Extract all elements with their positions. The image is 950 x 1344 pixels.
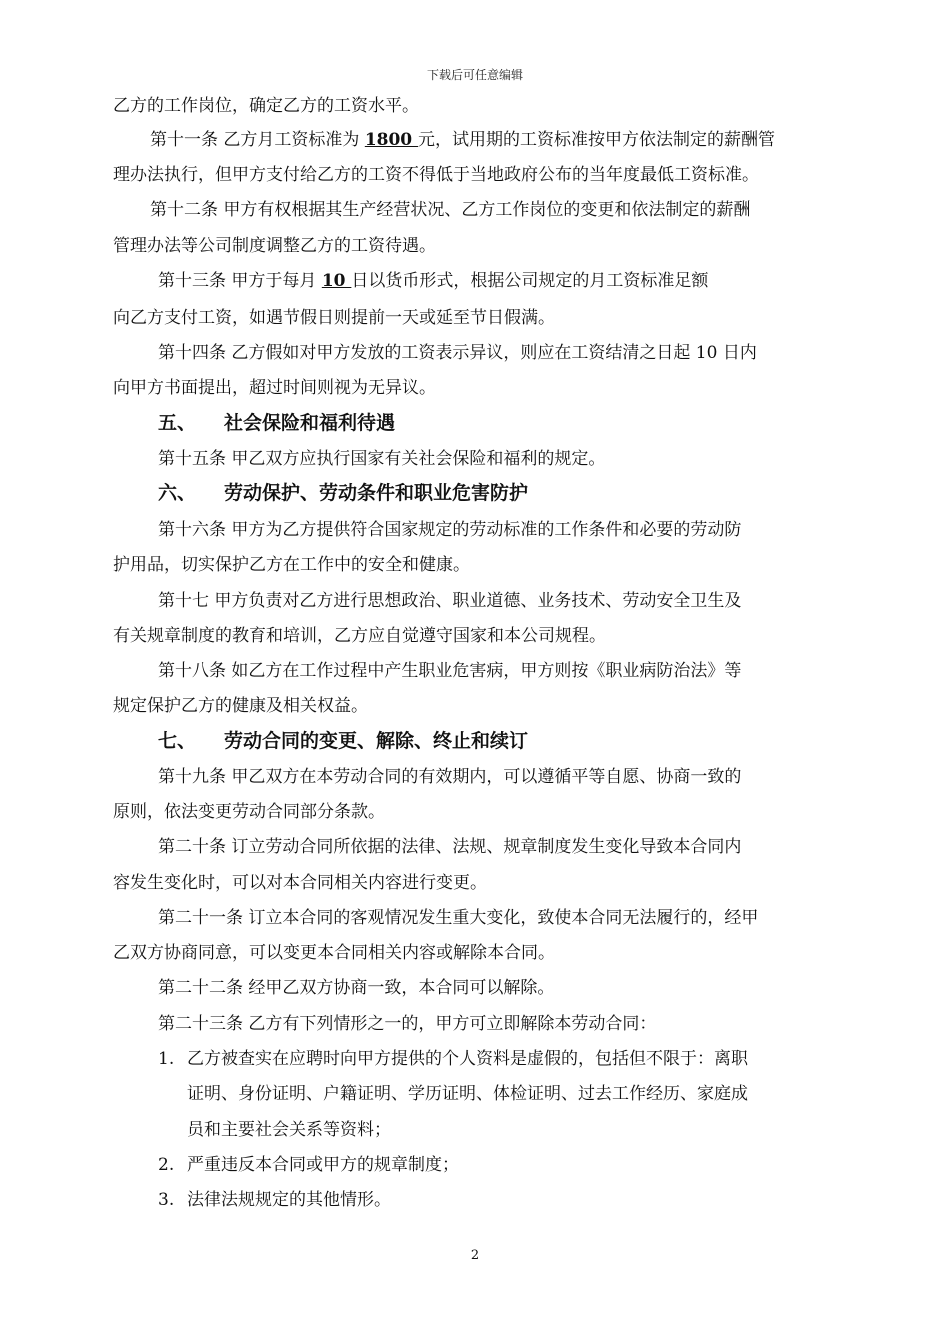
clause-16: 第十六条 甲方为乙方提供符合国家规定的劳动标准的工作条件和必要的劳动防 — [158, 520, 742, 540]
section-title: 社会保险和福利待遇 — [224, 412, 396, 434]
body-line: 容发生变化时，可以对本合同相关内容进行变更。 — [113, 873, 487, 893]
clause-18: 第十八条 如乙方在工作过程中产生职业危害病，甲方则按《职业病防治法》等 — [158, 661, 742, 681]
section-title: 劳动保护、劳动条件和职业危害防护 — [224, 482, 529, 504]
body-line: 有关规章制度的教育和培训，乙方应自觉遵守国家和本公司规程。 — [113, 626, 606, 646]
clause-23: 第二十三条 乙方有下列情形之一的，甲方可立即解除本劳动合同： — [158, 1014, 657, 1034]
body-line: 管理办法等公司制度调整乙方的工资待遇。 — [113, 236, 436, 256]
list-number: 2. — [158, 1155, 175, 1175]
page-number: 2 — [470, 1248, 480, 1263]
clause-21: 第二十一条 订立本合同的客观情况发生重大变化，致使本合同无法履行的，经甲 — [158, 908, 759, 928]
clause-20: 第二十条 订立劳动合同所依据的法律、法规、规章制度发生变化导致本合同内 — [158, 837, 742, 857]
page-header: 下载后可任意编辑 — [426, 68, 523, 82]
clause-13 — [158, 271, 708, 291]
list-number: 3. — [158, 1190, 175, 1210]
list-item-line: 乙方被查实在应聘时向甲方提供的个人资料是虚假的，包括但不限于：离职 — [187, 1049, 748, 1069]
pay-day: 10 — [321, 271, 352, 291]
section-number: 六、 — [158, 482, 197, 504]
salary-amount: 1800 — [364, 130, 419, 150]
clause-11-text: 第十一条 乙方月工资标准为 — [150, 130, 365, 150]
body-line: 护用品，切实保护乙方在工作中的安全和健康。 — [113, 555, 470, 575]
section-number: 五、 — [158, 412, 197, 434]
clause-12: 第十二条 甲方有权根据其生产经营状况、乙方工作岗位的变更和依法制定的薪酬 — [150, 200, 751, 220]
section-heading-6 — [158, 482, 528, 504]
clause-11-text-rest: 元，试用期的工资标准按甲方依法制定的薪酬管 — [418, 130, 776, 150]
section-number: 七、 — [158, 730, 197, 752]
body-line: 向乙方支付工资，如遇节假日则提前一天或延至节日假满。 — [113, 308, 555, 328]
clause-19: 第十九条 甲乙双方在本劳动合同的有效期内，可以遵循平等自愿、协商一致的 — [158, 767, 742, 787]
clause-15: 第十五条 甲乙双方应执行国家有关社会保险和福利的规定。 — [158, 449, 606, 469]
body-line: 向甲方书面提出，超过时间则视为无异议。 — [113, 378, 436, 398]
list-item-line: 法律法规规定的其他情形。 — [187, 1190, 391, 1210]
list-item-line: 严重违反本合同或甲方的规章制度； — [187, 1155, 459, 1175]
list-item-line: 员和主要社会关系等资料； — [187, 1120, 391, 1140]
section-heading-7 — [158, 730, 528, 752]
body-line: 规定保护乙方的健康及相关权益。 — [113, 696, 368, 716]
clause-14: 第十四条 乙方假如对甲方发放的工资表示异议，则应在工资结清之日起 10 日内 — [158, 343, 757, 363]
section-title: 劳动合同的变更、解除、终止和续订 — [224, 730, 529, 752]
body-line: 理办法执行，但甲方支付给乙方的工资不得低于当地政府公布的当年度最低工资标准。 — [113, 165, 759, 185]
clause-11 — [150, 130, 775, 150]
list-number: 1. — [158, 1049, 175, 1069]
body-line: 乙双方协商同意，可以变更本合同相关内容或解除本合同。 — [113, 943, 555, 963]
list-item-line: 证明、身份证明、户籍证明、学历证明、体检证明、过去工作经历、家庭成 — [187, 1084, 748, 1104]
clause-13-text: 第十三条 甲方于每月 — [158, 271, 322, 291]
body-line: 乙方的工作岗位，确定乙方的工资水平。 — [113, 96, 419, 116]
section-heading-5 — [158, 412, 395, 434]
body-line: 原则，依法变更劳动合同部分条款。 — [113, 802, 385, 822]
clause-13-text-rest: 日以货币形式，根据公司规定的月工资标准足额 — [351, 271, 709, 291]
clause-22: 第二十二条 经甲乙双方协商一致，本合同可以解除。 — [158, 978, 555, 998]
clause-17: 第十七 甲方负责对乙方进行思想政治、职业道德、业务技术、劳动安全卫生及 — [158, 591, 742, 611]
